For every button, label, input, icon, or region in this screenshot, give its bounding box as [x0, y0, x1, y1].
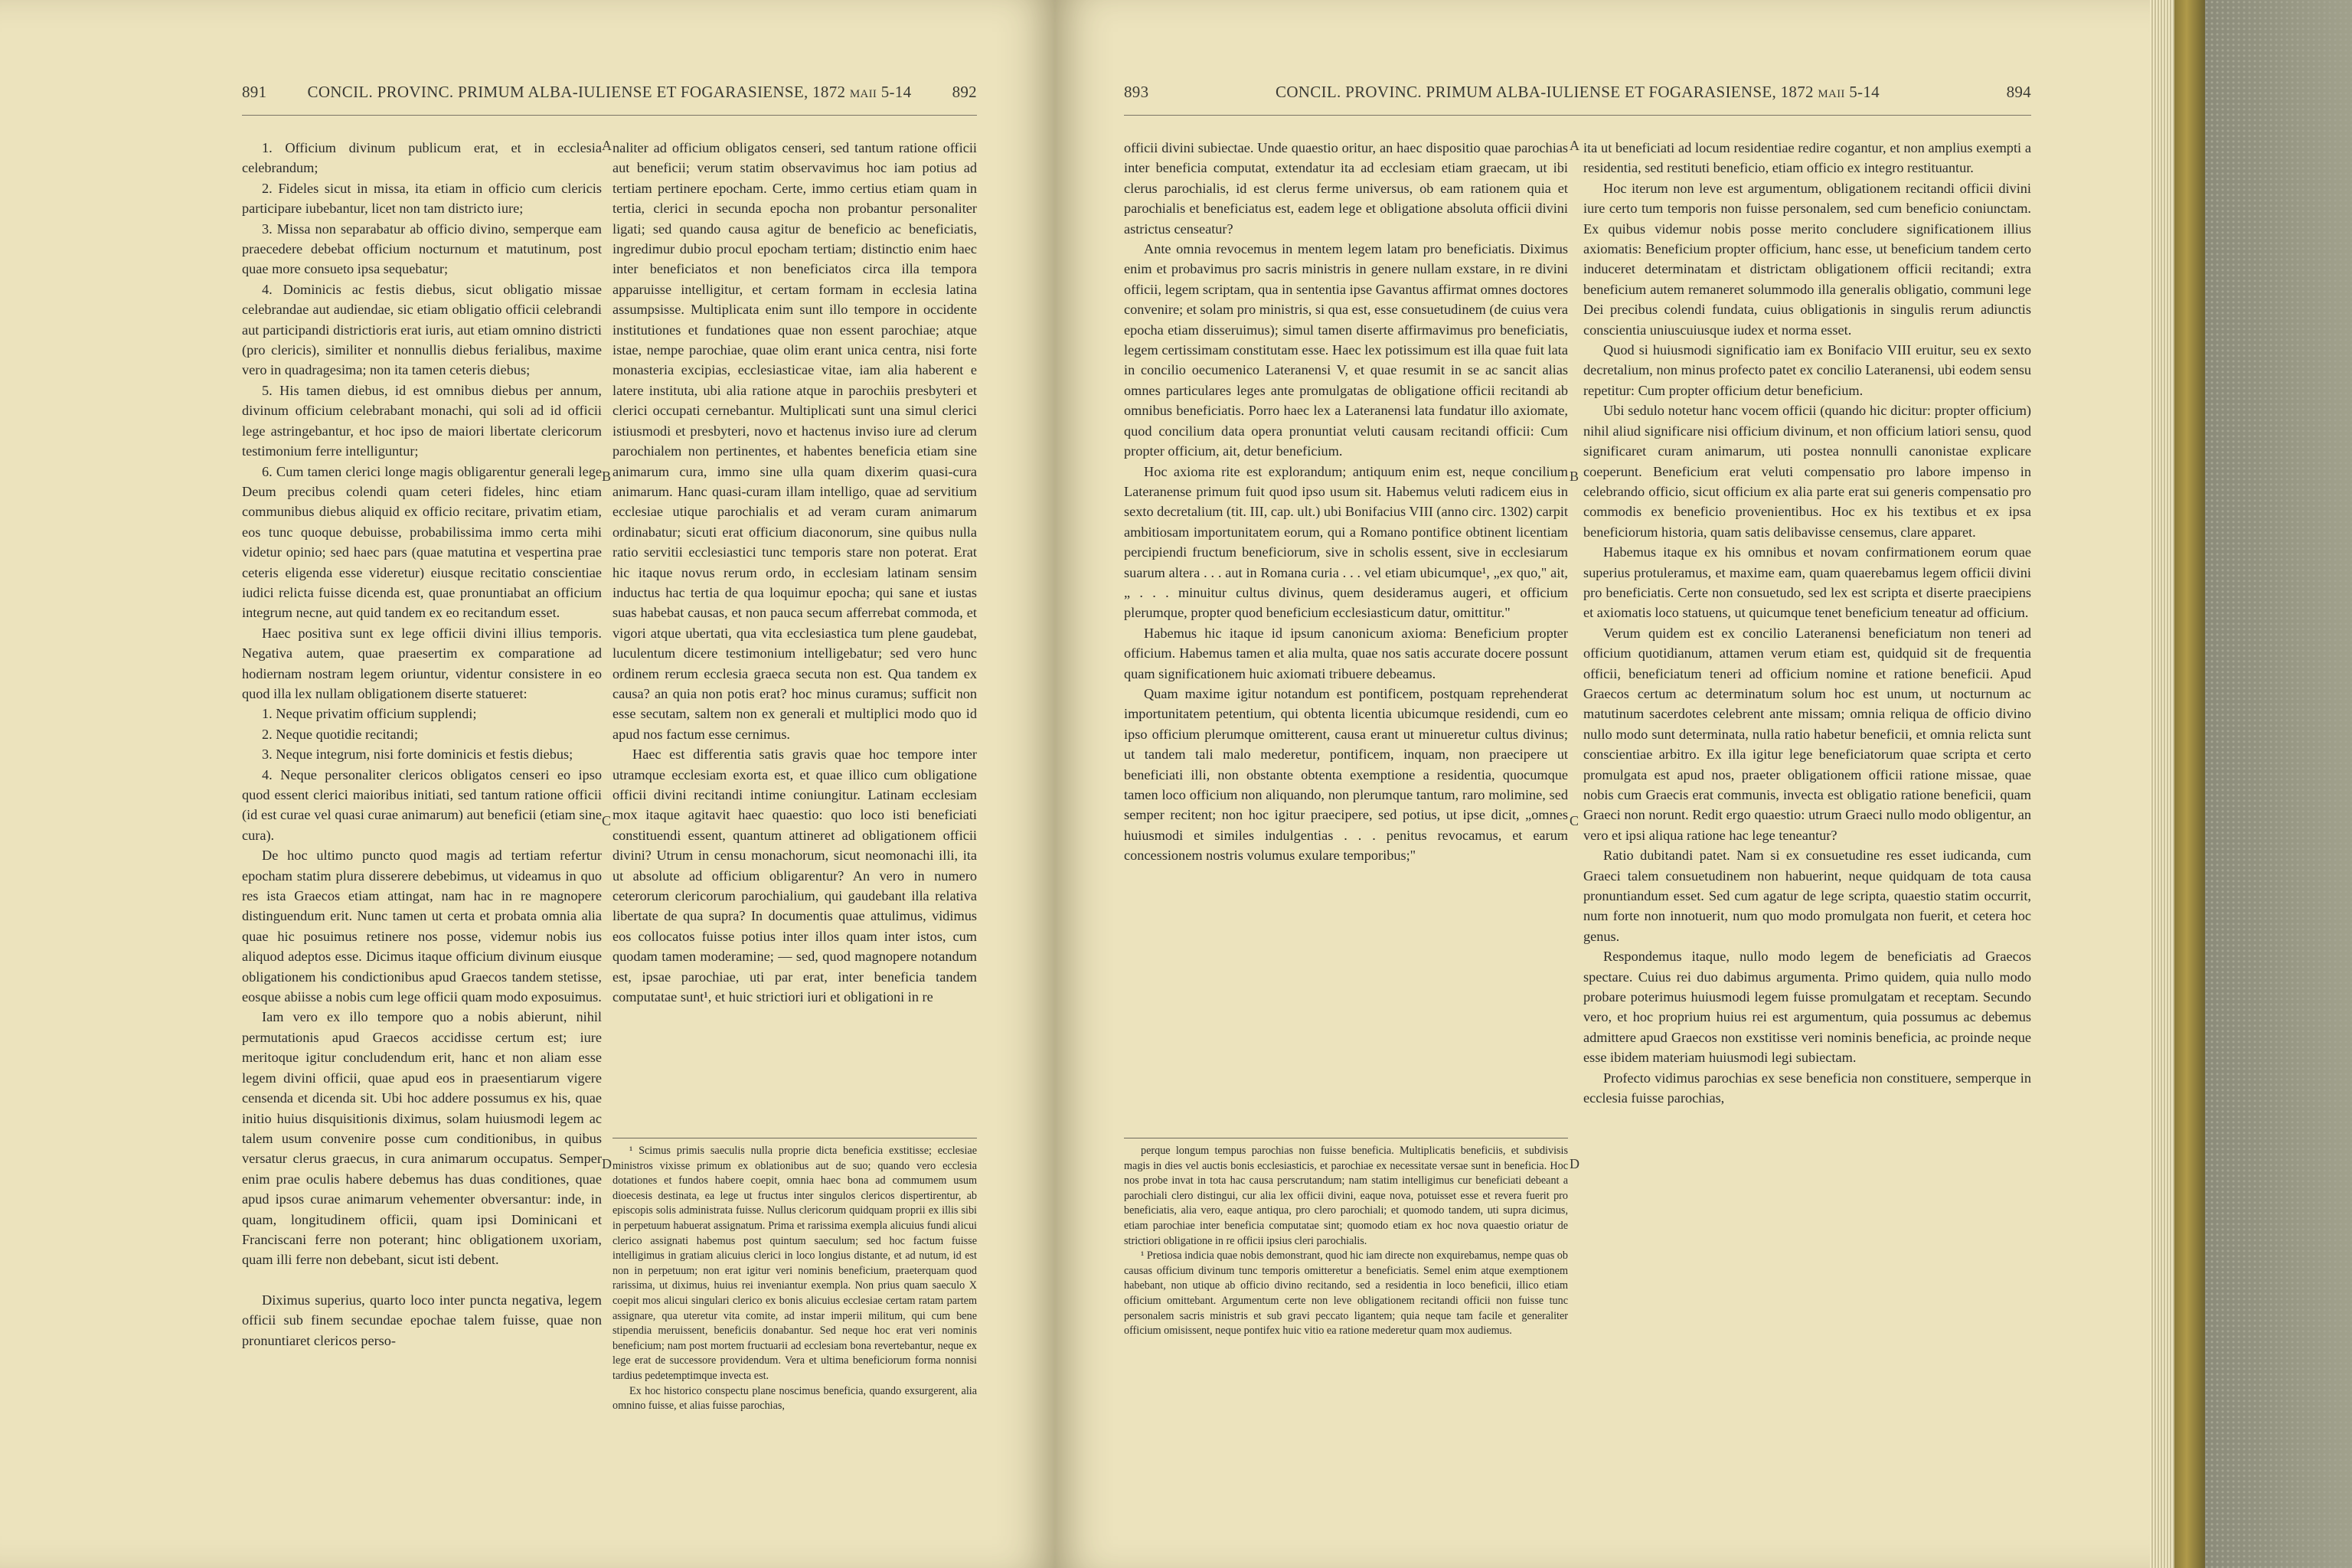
left-footnotes: [612, 1144, 977, 1504]
book-cover-edge: [2174, 0, 2205, 1568]
left-running-title: CONCIL. PROVINC. PRIMUM ALBA-IULIENSE ET FOGARASIENSE, 1872 maii 5-14: [307, 83, 912, 101]
left-column-a: [242, 138, 602, 1501]
left-column-number-891: 891: [242, 83, 267, 101]
footnote: Ex hoc historico conspectu plane noscimus beneficia, quando exsurgerent, alia omnino fuisse, et alias fuisse parochias,: [612, 1384, 977, 1413]
paragraph: 3. Neque integrum, nisi forte dominicis et festis diebus;: [262, 746, 573, 763]
right-column-a: [1124, 138, 1568, 1133]
footnote: ¹ Pretiosa indicia quae nobis demonstrant, quod hic iam directe non exquirebamus, nempe quas ob causas officium divinum tunc temporis omitteretur a beneficiatis. Semel enim atque exemptionem habebant, non utique ab officio divino recitando, sed a residentia in loco beneficii, illico etiam officium omittebant. Argumentum certe non leve obligationem recitandi officii non fuisse tunc personalem sacris ministris et sub gravi peccato ligantem; quia neque tam facile et generaliter officium omisissent, neque pontifex huic vitio ea ratione mederetur quam mox audiemus.: [1124, 1250, 1568, 1338]
margin-marker-a: A: [1570, 138, 1579, 153]
paragraph: Profecto vidimus parochias ex sese beneficia non constituere, semperque in ecclesia fuisse parochias,: [1583, 1070, 2031, 1106]
paragraph: Hoc iterum non leve est argumentum, obligationem recitandi officii divini iure certo tum temporis non fuisse personalem, sed cum beneficio coniunctam. Ex quibus videmur nobis posse merito concludere significationem illius axiomatis: Beneficium propter officium, hanc esse, ut beneficium tandem certo induceret determinatam et districtam obligationem officii recitandi; extra beneficium autem remaneret solummodo illa generalis obligatio, communi lege Dei precibus colendi fundata, cuius obligationis in singulis rerum adiunctis conscientia uniuscuiusque iudex et norma esset.: [1583, 180, 2031, 338]
paragraph: 2. Fideles sicut in missa, ita etiam in officio cum clericis participare iubebantur, licet non tam districto iure;: [242, 180, 602, 217]
paragraph: 4. Neque personaliter clericos obligatos censeri eo ipso quod essent clerici maioribus initiati, sed tantum ratione officii (id est curae vel quasi curae animarum) aut beneficii (etiam sine cura).: [242, 766, 602, 843]
margin-marker-b: B: [1570, 469, 1579, 484]
paragraph: ita ut beneficiati ad locum residentiae redire cogantur, et non amplius exempti a residentia, sed restituti beneficio, etiam officio ex integro restituantur.: [1583, 140, 2031, 176]
right-page: [1055, 0, 2150, 1568]
paragraph: Habemus itaque ex his omnibus et novam confirmationem eorum quae superius protuleramus, et maxime eam, quam quaerebamus legem officii divini pro beneficiatis. Certe non consuetudo, sed lex est scripta et diserte praecipiens et axiomatis loco statuens, ut quicumque tenet beneficium teneatur ad officium.: [1583, 544, 2031, 621]
left-column-number-892: 892: [952, 83, 977, 101]
left-head-rule: [242, 115, 977, 116]
paragraph: 4. Dominicis ac festis diebus, sicut obligatio missae celebrandae aut audiendae, sic etiam obligatio officii celebrandi aut participandi districtioris erat iuris, aut etiam omnino districti (pro clericis), similiter et nonnullis diebus ferialibus, maxime vero in quadragesima; non ita tamen ceteris diebus;: [242, 281, 602, 378]
paragraph: Iam vero ex illo tempore quo a nobis abierunt, nihil permutationis apud Graecos accidisse certum est; iure meritoque igitur concludendum erit, hanc et non aliam esse legem divini officii, quae apud eos in praesentiarum vigere censenda et dicenda sit. Ubi hoc addere possumus ex his, quae initio huius disquisitionis diximus, solam huiusmodi legem ac talem usum convenire posse cum conditionibus, in quibus versatur clerus graecus, in cura animarum occupatus. Semper enim prae oculis habere debemus has duas conditiones, quae apud ipsos curae animarum vehementer obversantur: inde, in quam, longitudinem officii, quam ipsi Dominicani et Franciscani ferre non poterant; hinc obligationem uxoriam, quam illi ferre non debebant, sicut isti debent.: [242, 1009, 602, 1268]
left-column-b: [612, 138, 977, 1133]
paragraph: 2. Neque quotidie recitandi;: [262, 726, 419, 742]
paragraph: Verum quidem est ex concilio Lateranensi beneficiatum non teneri ad officium quotidianum, attamen verum etiam est, quidquid sit de frequentia officii, beneficiatum teneri ad officium nomine et ratione beneficii. Apud Graecos certum ac determinatum solum hoc est unum, ut nocturnum ac matutinum sacerdotes celebrent ante missam; omnia reliqua de officio divino nullo modo sunt determinata, nulla ratio habetur beneficii, et omnia relicta sunt conscientiae arbitro. Ex illa igitur lege beneficiatorum quae scripta et certo promulgata est apud nos, praeter obligationem officii ratione missae, quae nobis cum Graecis erat communis, invecta est obligatio ratione beneficii, quam Graeci non norunt. Redit ergo quaestio: utrum Graeci nullo modo obligentur, an vero et ipsi aliqua ratione hac lege teneantur?: [1583, 625, 2031, 843]
right-running-title: CONCIL. PROVINC. PRIMUM ALBA-IULIENSE ET FOGARASIENSE, 1872 maii 5-14: [1276, 83, 1880, 101]
paragraph: 1. Neque privatim officium supplendi;: [262, 706, 477, 722]
right-running-head: [1124, 83, 2031, 113]
background-cloth: [2205, 0, 2352, 1568]
margin-marker-a: A: [602, 138, 612, 153]
paragraph: naliter ad officium obligatos censeri, sed tantum ratione officii aut beneficii; verum statim observavimus hoc iam potius ad tertiam pertinere epocham. Certe, immo certius etiam quam in tertia, clerici in secunda epocha non probantur personaliter ligati; sed quando causa agitur de beneficio ac beneficiatis, ingredimur dubio procul epocham tertiam; distinctio enim haec inter beneficiatos et non beneficiatos circa illa tempora apparuisse intelligitur, et certam formam in ecclesia latina assumpsisse. Multiplicata enim sunt illo tempore in occidente institutiones et fundationes quae non essent parochiae; atque istae, nempe parochiae, quae olim erant unica centra, nisi forte monasteria excipias, ecclesiasticae vitae, iam alia haberent e latere instituta, ubi alia ratione atque in parochiis presbyteri et clerici occupati cernebantur. Multiplicati sunt una simul clerici istiusmodi et presbyteri, novo et hactenus inviso iure ad clerum parochialem non pertinentes, et habentes beneficia etiam sine animarum cura, immo sine ulla quam dixerim quasi-cura animarum. Hanc quasi-curam illam intelligo, quae ad servitium ecclesiae utique parochialis et ad veram curam animarum ordinabatur; sicuti erat officium diaconorum, sine quibus nulla ratio servitii ecclesiastici tunc temporis stare non poterat. Erat hic itaque novus rerum ordo, in ecclesiam latinam sensim inductus hac tertia de qua loquimur epocha; qui sane et iustas suas habebat causas, et non pauca secum afferrebat commoda, et vigori atque ubertati, qua vita ecclesiastica tum plene gaudebat, luculentum dicere testimonium intelligebatur; sed vero hunc ordinem rerum ecclesia graeca secuta non est. Qua tandem ex causa? an quia non potis erat? hoc minus curamus; sufficit non esse secutam, saltem non ex generali et multiplici modo quo id apud nos factum esse cernimus.: [612, 140, 977, 742]
paragraph: Haec est differentia satis gravis quae hoc tempore inter utramque ecclesiam exorta est, et quae illico cum obligatione officii divini recitandi intime coniungitur. Latinam ecclesiam mox itaque agitavit haec quaestio: quo loco isti beneficiati constituendi essent, quantum attineret ad obligationem officii divini? Utrum in censu monachorum, sicut neomonachi illi, ita ut absolute ad officium obligarentur? An vero in numero ceterorum clericorum parochialium, qui gaudebant illa relativa libertate de qua supra? In documentis quae attulimus, vidimus eos collocatos fuisse potius inter illos quam inter istos, cum quodam tamen moderamine; — sed, quod magnopere notandum est, ipsae parochiae, uti par erat, inter beneficia tandem computatae sunt¹, et huic strictiori iuri et obligationi in re: [612, 746, 977, 1005]
paragraph: 5. His tamen diebus, id est omnibus diebus per annum, divinum officium celebrabant monachi, qui soli ad id officii lege astringebantur, et hoc ipso de maiori libertate clericorum testimonium ferre intelliguntur;: [242, 382, 602, 459]
left-page: [0, 0, 1055, 1568]
page-stack-edge: [2150, 0, 2174, 1568]
paragraph: 1. Officium divinum publicum erat, et in ecclesia celebrandum;: [242, 140, 602, 176]
paragraph: Hoc axioma rite est explorandum; antiquum enim est, neque concilium Lateranense primum fuit quod ipso usum sit. Habemus veluti radicem eius in sexto decretalium (tit. III, cap. ult.) ubi Bonifacius VIII (anno circ. 1302) carpit ambitiosam importunitatem eorum, qui a Romano pontifice obtinent licentiam percipiendi fructum beneficiorum, sive in scholis essent, sive in ecclesiarum suarum altera . . . aut in Romana curia . . . vel etiam ubicumque¹, „ex quo," ait, „ . . . minuitur cultus divinus, quem desideramus augeri, et officium plerumque, propter quod beneficium ecclesiasticum datur, omittitur.": [1124, 463, 1568, 621]
right-column-number-894: 894: [2006, 83, 2031, 101]
margin-marker-b: B: [602, 469, 612, 484]
left-running-head: [242, 83, 977, 113]
paragraph: Quam maxime igitur notandum est pontificem, postquam reprehenderat importunitatem petentium, qui obtenta licentia ubicumque residendi, cum eo ipso officium plerumque omitterent, causa erant ut minueretur cultus divinus; ut tandem tali malo mederetur, pontificem, inquam, non praecipere ut beneficiati illi, non obstante obtenta exemptione a residentia, quocumque tamen loco officium non aliquando, non plerumque tantum, raro molimine, sed semper recitent; non hoc igitur praecipere, sed potius, ut ipse dicit, „omnes huiusmodi et similes indulgentias . . . penitus revocamus, et earum concessionem nostris volumus exulare temporibus;": [1124, 685, 1568, 864]
paragraph: 6. Cum tamen clerici longe magis obligarentur generali lege Deum precibus colendi quam ceteri fideles, hinc etiam communibus diebus aliquid ex officio recitare, privatim etiam, eos tunc quoque debuisse, probabilissima immo certa mihi videtur opinio; sed haec pars (quae matutina et vespertina prae ceteris eligenda esse videretur) eiusque recitatio conscientiae iudici relicta fuisse dicenda est, quae pronuntiabat an officium integrum necne, aut quid tandem ex eo recitandum esset.: [242, 463, 602, 621]
paragraph: Ante omnia revocemus in mentem legem latam pro beneficiatis. Diximus enim et probavimus pro sacris ministris in genere nullam exstare, in re divini officii, legem scriptam, qua in sententia ipse Gavantus affirmat omnes doctores convenire; et solam pro ministris, si qua est, esse consuetudinem (de cuius vera epocha etiam disseruimus); simul tamen diserte affirmavimus pro beneficiatis, legem certissimam constitutam esse. Haec lex potissimum est illa quae fuit lata in concilio oecumenico Lateranensi V, et quae resumit in se ac sancit alias omnes particulares leges ante promulgatas de obligatione officii recitandi ab omnibus beneficiatis. Porro haec lex a Lateranensi lata fundatur illo axiomate, quod concilium data opera pronuntiat veluti causam recitandi officii: Cum propter officium, ait, detur beneficium.: [1124, 241, 1568, 459]
paragraph: Diximus superius, quarto loco inter puncta negativa, legem officii sub finem secundae epochae talem fuisse, quae non pronuntiaret clericos perso-: [242, 1292, 602, 1348]
right-column-b: [1583, 138, 2031, 1501]
footnote: ¹ Scimus primis saeculis nulla proprie dicta beneficia exstitisse; ecclesiae ministros vixisse primum ex oblationibus aut de suo; quando vero ecclesia dotationes et fundos habere coepit, omnia haec bona ad commumem usum dioecesis destinata, ea lege ut fructus inter singulos clericos dispertirentur, ab episcopis solis administrata fuisse. Nullus clericorum quidquam proprii ex illis sibi in perpetuum habuerat assignatum. Prima et rarissima exempla alicuius fundi alicui clerico assignati habemus post quintum saeculum; sed hoc factum fuisse intelligimus in gratiam alicuius clerici in loco longius distante, et ad nutum, id est non in perpetuum; non erat igitur veri nominis beneficium, praeterquam quod rarissima, ut diximus, huius rei inveniantur exempla. Non prius quam saeculo X coepit mos alicui singulari clerico ex bonis alicuius ecclesiae certam ratam partem assignare, qua uteretur vita comite, ad instar imperii militum, qui cum bene stipendia meruissent, beneficiis donabantur. Sed neque hoc erat veri nominis beneficium; nam post mortem fructuarii ad ecclesiam bona revertebantur, neque ex lege erat de successore providendum. Vera et ultima beneficiorum forma nonnisi tardius pedetemptimque invecta est.: [612, 1145, 977, 1382]
right-head-rule: [1124, 115, 2031, 116]
margin-marker-c: C: [602, 813, 612, 828]
margin-marker-d: D: [1570, 1156, 1579, 1171]
footnote: perque longum tempus parochias non fuisse beneficia. Multiplicatis beneficiis, et subdivisis magis in dies vel auctis bonis ecclesiasticis, et parochiae ex necessitate versae sunt in beneficia. Hoc nos probe invat in tota hac causa perscrutandum; nam statim intelligimus cur beneficiati debeant a parochiali clero distingui, cur alia lex officii divini, eaque nova, potuisset esse et revera fuerit pro beneficiatis, alia vero, eaque antiqua, pro clero parochiali; et quomodo tandem, uti supra dicimus, etiam parochiae inter beneficia computatae sint; quomodo etiam ex hoc nova quaestio oriatur de strictiori obligatione in re officii ipsius cleri parochialis.: [1124, 1145, 1568, 1247]
paragraph: 3. Missa non separabatur ab officio divino, semperque eam praecedere debebat officium nocturnum et matutinum, post quae more consueto ipsa sequebatur;: [242, 220, 602, 277]
paragraph: De hoc ultimo puncto quod magis ad tertiam refertur epocham statim plura disserere debebimus, ut videamus in quo res ista Graecos etiam attingat, nam hac in re magnopere distinguendum erit. Nunc tamen ut certa et probata omnia alia quae hic posuimus retinere nos posse, videmur nobis ius aliquod adeptos esse. Dicimus itaque officium divinum eiusque obligationem his condictionibus apud Graecos tandem stetisse, eosque abiisse a nobis cum lege officii quam modo exposuimus.: [242, 848, 602, 1005]
margin-marker-d: D: [602, 1156, 612, 1171]
paragraph: Quod si huiusmodi significatio iam ex Bonifacio VIII eruitur, seu ex sexto decretalium, non minus profecto patet ex concilio Lateranensi, ubi eodem sensu repetitur: Cum propter officium detur beneficium.: [1583, 342, 2031, 398]
right-footnotes: [1124, 1144, 1568, 1504]
paragraph: Respondemus itaque, nullo modo legem de beneficiatis ad Graecos spectare. Cuius rei duo dabimus argumenta. Primo quidem, quia nullo modo probare poterimus huiusmodi legem fuisse promulgatam et receptam. Secundo vero, et hoc proprium huius rei est argumentum, quia possumus ac debemus admittere apud Graecos non exstitisse veri nominis beneficia, ac proinde neque esse ibidem materiam huiusmodi legi subiectam.: [1583, 949, 2031, 1066]
paragraph: Ubi sedulo notetur hanc vocem officii (quando hic dicitur: propter officium) nihil aliud significare nisi officium divinum, et non officium latiori sensu, quod significaret curam animarum, uti postea nonnulli canonistae explicare coeperunt. Beneficium erat veluti compensatio pro labore impenso in celebrando officio, sicut officium ex alia parte erat sui generis compensatio pro commodis ex beneficio provenientibus. Hoc ex his textibus et ex ipsa beneficiorum historia, quam satis delibavisse censemus, clare apparet.: [1583, 403, 2031, 540]
paragraph: Habemus hic itaque id ipsum canonicum axioma: Beneficium propter officium. Habemus tamen et alia multa, quae nos satis accurate docere possunt quam significationem huic axiomati tribuere debeamus.: [1124, 625, 1568, 681]
paragraph: officii divini subiectae. Unde quaestio oritur, an haec dispositio quae parochias inter beneficia computat, extendatur ita ad ecclesiam etiam graecam, ut ibi clerus parochialis, id est clerus ferme universus, ob eam rationem quia et parochialis et beneficiatus est, eadem lege et obligatione absoluta officii divini astrictus censeatur?: [1124, 140, 1568, 237]
margin-marker-c: C: [1570, 813, 1579, 828]
paragraph: Ratio dubitandi patet. Nam si ex consuetudine res esset iudicanda, cum Graeci talem consuetudinem non habuerint, neque quidquam de tota causa pronuntiandum esset. Sed cum agatur de lege scripta, quaestio statim occurrit, num forte non innotuerit, num quo modo promulgata non fuerit, et cetera hoc genus.: [1583, 848, 2031, 944]
right-column-number-893: 893: [1124, 83, 1149, 101]
paragraph: Haec positiva sunt ex lege officii divini illius temporis. Negativa autem, quae praesertim ex comparatione ad hodiernam nostram legem oriuntur, videntur consistere in eo quod illa lex nullam obligationem diserte statueret:: [242, 625, 602, 701]
